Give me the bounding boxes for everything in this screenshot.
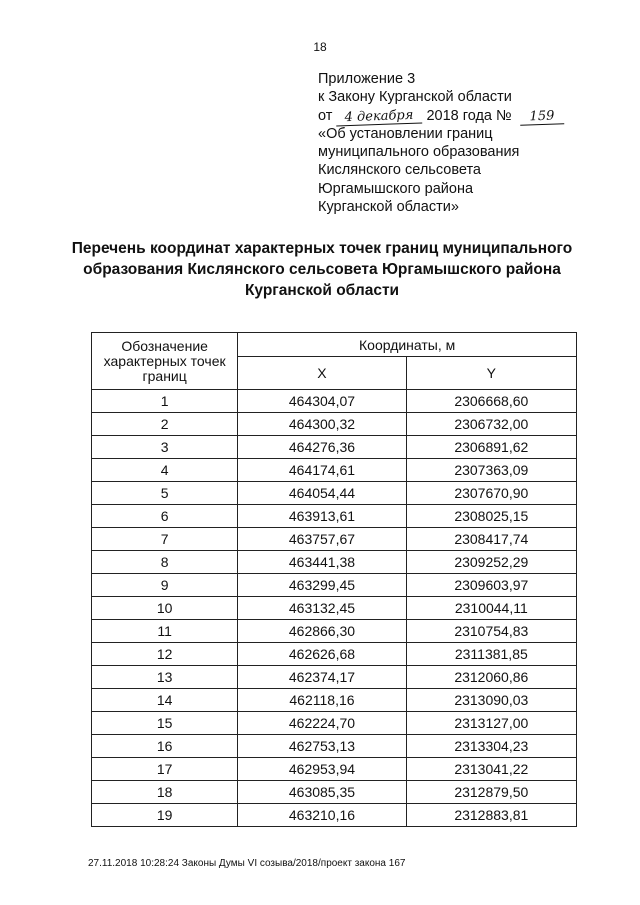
y-coordinate-cell: 2309603,97 <box>406 574 576 597</box>
title-line-2: образования Кислянского сельсовета Юргамышского района <box>83 261 561 278</box>
table-row <box>92 735 577 758</box>
header-y: Y <box>406 357 576 390</box>
x-coordinate-cell: 463441,38 <box>238 551 406 574</box>
y-coordinate-cell: 2312060,86 <box>406 666 576 689</box>
point-number-cell: 6 <box>92 505 238 528</box>
x-coordinate-cell: 462953,94 <box>238 758 406 781</box>
appendix-line-5: муниципального образования <box>318 144 520 161</box>
y-coordinate-cell: 2310044,11 <box>406 597 576 620</box>
table-row <box>92 712 577 735</box>
table-row <box>92 505 577 528</box>
y-coordinate-cell: 2312879,50 <box>406 781 576 804</box>
title-line-3: Курганской области <box>244 282 400 299</box>
x-coordinate-cell: 462753,13 <box>238 735 406 758</box>
table-row <box>92 781 577 804</box>
point-number-cell: 11 <box>92 620 238 643</box>
x-coordinate-cell: 463132,45 <box>238 597 406 620</box>
appendix-date-prefix: от <box>318 107 333 124</box>
y-coordinate-cell: 2308025,15 <box>406 505 576 528</box>
table-row <box>92 528 577 551</box>
point-number-cell: 15 <box>92 712 238 735</box>
table-body <box>92 390 577 827</box>
table-row <box>92 666 577 689</box>
point-number-cell: 1 <box>92 390 238 413</box>
header-points-line-3: границ <box>142 367 187 384</box>
point-number-cell: 4 <box>92 459 238 482</box>
y-coordinate-cell: 2309252,29 <box>406 551 576 574</box>
point-number-cell: 12 <box>92 643 238 666</box>
y-coordinate-cell: 2308417,74 <box>406 528 576 551</box>
footer-stamp: 27.11.2018 10:28:24 Законы Думы VI созыва/2018/проект закона 167 <box>88 858 406 869</box>
x-coordinate-cell: 462374,17 <box>238 666 406 689</box>
appendix-block <box>318 70 564 216</box>
table-row <box>92 758 577 781</box>
y-coordinate-cell: 2307670,90 <box>406 482 576 505</box>
appendix-line-4: «Об установлении границ <box>318 125 493 142</box>
table-row <box>92 459 577 482</box>
header-x: X <box>238 357 406 390</box>
x-coordinate-cell: 463210,16 <box>238 804 406 827</box>
x-coordinate-cell: 463913,61 <box>238 505 406 528</box>
point-number-cell: 14 <box>92 689 238 712</box>
table-row <box>92 643 577 666</box>
y-coordinate-cell: 2313304,23 <box>406 735 576 758</box>
table-row <box>92 597 577 620</box>
point-number-cell: 19 <box>92 804 238 827</box>
point-number-cell: 8 <box>92 551 238 574</box>
header-coordinates: Координаты, м <box>238 333 577 357</box>
document-title <box>60 238 584 301</box>
header-points-line-1: Обозначение <box>121 337 208 354</box>
header-points-line-2: характерных точек <box>103 352 226 369</box>
y-coordinate-cell: 2312883,81 <box>406 804 576 827</box>
x-coordinate-cell: 464276,36 <box>238 436 406 459</box>
handwritten-law-number: 159 <box>519 109 563 126</box>
table-row <box>92 390 577 413</box>
appendix-line-7: Юргамышского района <box>318 180 474 197</box>
table-row <box>92 551 577 574</box>
table-row <box>92 620 577 643</box>
appendix-line-2: к Закону Курганской области <box>318 89 512 106</box>
appendix-line-8: Курганской области» <box>318 199 459 216</box>
point-number-cell: 16 <box>92 735 238 758</box>
appendix-line-6: Кислянского сельсовета <box>318 162 481 179</box>
x-coordinate-cell: 462118,16 <box>238 689 406 712</box>
y-coordinate-cell: 2306668,60 <box>406 390 576 413</box>
x-coordinate-cell: 462866,30 <box>238 620 406 643</box>
y-coordinate-cell: 2310754,83 <box>406 620 576 643</box>
handwritten-date: 4 декабря <box>336 108 422 126</box>
point-number-cell: 5 <box>92 482 238 505</box>
x-coordinate-cell: 464300,32 <box>238 413 406 436</box>
x-coordinate-cell: 463299,45 <box>238 574 406 597</box>
y-coordinate-cell: 2306891,62 <box>406 436 576 459</box>
y-coordinate-cell: 2313041,22 <box>406 758 576 781</box>
point-number-cell: 13 <box>92 666 238 689</box>
title-line-1: Перечень координат характерных точек границ муниципального <box>71 240 573 257</box>
table-row <box>92 689 577 712</box>
appendix-year: 2018 года № <box>426 107 512 124</box>
coordinates-table <box>91 332 577 827</box>
y-coordinate-cell: 2311381,85 <box>406 643 576 666</box>
table-row <box>92 436 577 459</box>
page-number: 18 <box>313 40 327 54</box>
x-coordinate-cell: 464054,44 <box>238 482 406 505</box>
y-coordinate-cell: 2307363,09 <box>406 459 576 482</box>
table-header-row <box>92 333 577 357</box>
point-number-cell: 10 <box>92 597 238 620</box>
x-coordinate-cell: 464174,61 <box>238 459 406 482</box>
y-coordinate-cell: 2306732,00 <box>406 413 576 436</box>
x-coordinate-cell: 463085,35 <box>238 781 406 804</box>
x-coordinate-cell: 464304,07 <box>238 390 406 413</box>
header-points <box>92 333 238 390</box>
y-coordinate-cell: 2313127,00 <box>406 712 576 735</box>
x-coordinate-cell: 462224,70 <box>238 712 406 735</box>
table-row <box>92 482 577 505</box>
x-coordinate-cell: 463757,67 <box>238 528 406 551</box>
point-number-cell: 7 <box>92 528 238 551</box>
table-row <box>92 574 577 597</box>
table-row <box>92 804 577 827</box>
point-number-cell: 18 <box>92 781 238 804</box>
point-number-cell: 2 <box>92 413 238 436</box>
point-number-cell: 17 <box>92 758 238 781</box>
point-number-cell: 9 <box>92 574 238 597</box>
appendix-line-3 <box>318 107 564 125</box>
table-row <box>92 413 577 436</box>
y-coordinate-cell: 2313090,03 <box>406 689 576 712</box>
appendix-line-1: Приложение 3 <box>318 71 416 87</box>
point-number-cell: 3 <box>92 436 238 459</box>
x-coordinate-cell: 462626,68 <box>238 643 406 666</box>
